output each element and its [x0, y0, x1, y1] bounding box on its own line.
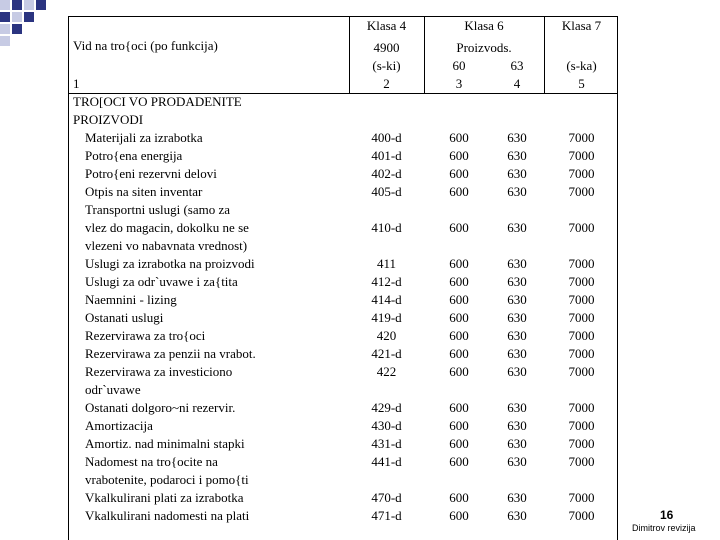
klasa6-cell-b: 630 [507, 256, 527, 271]
klasa7-cell: 7000 [568, 130, 595, 145]
klasa6-cell-a: 600 [449, 508, 469, 523]
klasa7-cell: 7000 [568, 292, 595, 307]
klasa4-cell: 400-d [371, 130, 402, 145]
row-label: Ostanati uslugi [85, 310, 164, 325]
row-label: Rezervirawa za investiciono [85, 364, 233, 379]
klasa6-subheader-a: 60 [452, 58, 466, 73]
klasa7-cell: 7000 [568, 508, 595, 523]
klasa7-cell: 7000 [568, 184, 595, 199]
klasa4-cell: 470-d [371, 490, 402, 505]
corner-decoration [0, 0, 60, 60]
row-label: Rezervirawa za penzii na vrabot. [85, 346, 256, 361]
klasa6-cell-b: 630 [507, 220, 527, 235]
column-number: 5 [578, 76, 585, 91]
klasa6-cell-a: 600 [449, 490, 469, 505]
klasa4-cell: 421-d [371, 346, 402, 361]
column-number: 4 [513, 76, 521, 91]
klasa6-cell-b: 630 [507, 148, 527, 163]
klasa4-cell: 471-d [371, 508, 402, 523]
klasa7-cell: 7000 [568, 220, 595, 235]
klasa7-cell: 7000 [568, 418, 595, 433]
klasa6-cell-b: 630 [507, 184, 527, 199]
klasa4-subheader: 4900 [373, 40, 400, 55]
column-header-klasa7: Klasa 7 [561, 18, 602, 33]
row-label: Ostanati dolgoro~ni rezervir. [85, 400, 236, 415]
klasa4-cell: 431-d [371, 436, 402, 451]
klasa6-cell-a: 600 [449, 148, 469, 163]
row-label: Potro{ena energija [85, 148, 183, 163]
klasa4-cell: 412-d [371, 274, 402, 289]
klasa4-cell: 419-d [371, 310, 402, 325]
klasa7-cell: 7000 [568, 148, 595, 163]
klasa4-cell: 405-d [371, 184, 402, 199]
klasa6-cell-b: 630 [507, 364, 527, 379]
row-label: Otpis na siten inventar [85, 184, 203, 199]
klasa6-cell-a: 600 [449, 418, 469, 433]
klasa7-cell: 7000 [568, 346, 595, 361]
klasa6-cell-a: 600 [449, 310, 469, 325]
row-label: Vkalkulirani plati za izrabotka [85, 490, 244, 505]
klasa4-cell: 402-d [371, 166, 402, 181]
klasa6-cell-b: 630 [507, 274, 527, 289]
klasa6-cell-a: 600 [449, 364, 469, 379]
row-label: Rezervirawa za tro{oci [85, 328, 206, 343]
account-mapping-table [68, 16, 618, 540]
row-label: Uslugi za odr`uvawe i za{tita [85, 274, 238, 289]
klasa7-cell: 7000 [568, 166, 595, 181]
klasa6-cell-b: 630 [507, 166, 527, 181]
klasa6-cell-a: 600 [449, 328, 469, 343]
row-label: TRO[OCI VO PRODADENITE [73, 94, 242, 109]
klasa6-cell-a: 600 [449, 346, 469, 361]
klasa6-subheader-b: 63 [510, 58, 524, 73]
klasa6-cell-a: 600 [449, 400, 469, 415]
row-label: Uslugi za izrabotka na proizvodi [85, 256, 255, 271]
klasa4-cell: 414-d [371, 292, 402, 307]
klasa6-cell-a: 600 [449, 130, 469, 145]
klasa6-cell-a: 600 [449, 220, 469, 235]
klasa4-cell: 422 [376, 364, 397, 379]
klasa6-subheader: Proizvods. [456, 40, 512, 55]
klasa6-cell-b: 630 [507, 508, 527, 523]
row-label: Amortizacija [85, 418, 153, 433]
column-number: 3 [455, 76, 463, 91]
row-label: vlez do magacin, dokolku ne se [85, 220, 249, 235]
klasa7-subheader: (s-ka) [566, 58, 597, 73]
klasa4-cell: 411 [376, 256, 397, 271]
klasa4-cell: 410-d [371, 220, 402, 235]
klasa6-cell-b: 630 [507, 346, 527, 361]
klasa7-cell: 7000 [568, 274, 595, 289]
column-number: 2 [383, 76, 390, 91]
klasa6-cell-b: 630 [507, 418, 527, 433]
row-label: Materijali za izrabotka [85, 130, 203, 145]
klasa4-cell: 429-d [371, 400, 402, 415]
klasa6-cell-b: 630 [507, 328, 527, 343]
row-label: vlezeni vo nabavnata vrednost) [85, 238, 248, 253]
row-label: Potro{eni rezervni delovi [85, 166, 217, 181]
klasa7-cell: 7000 [568, 454, 595, 469]
footer-author: Dimitrov revizija [632, 523, 696, 533]
klasa6-cell-a: 600 [449, 292, 469, 307]
klasa6-cell-a: 600 [449, 454, 469, 469]
klasa6-cell-b: 630 [507, 400, 527, 415]
klasa7-cell: 7000 [568, 328, 595, 343]
klasa7-cell: 7000 [568, 490, 595, 505]
klasa6-cell-b: 630 [507, 436, 527, 451]
klasa7-cell: 7000 [568, 310, 595, 325]
klasa6-cell-b: 630 [507, 454, 527, 469]
klasa4-cell: 441-d [371, 454, 402, 469]
page-number: 16 [660, 508, 674, 522]
column-header-klasa4: Klasa 4 [366, 18, 407, 33]
klasa7-cell: 7000 [568, 400, 595, 415]
row-label: Amortiz. nad minimalni stapki [85, 436, 245, 451]
klasa6-cell-b: 630 [507, 292, 527, 307]
klasa4-subheader-unit: (s-ki) [372, 58, 401, 73]
klasa6-cell-a: 600 [449, 166, 469, 181]
klasa4-cell: 430-d [371, 418, 402, 433]
klasa7-cell: 7000 [568, 436, 595, 451]
klasa6-cell-b: 630 [507, 130, 527, 145]
row-label: PROIZVODI [73, 112, 144, 127]
klasa6-cell-a: 600 [449, 274, 469, 289]
column-header-klasa6: Klasa 6 [464, 18, 504, 33]
klasa4-cell: 401-d [371, 148, 402, 163]
klasa6-cell-b: 630 [507, 310, 527, 325]
row-label: Transportni uslugi (samo za [85, 202, 231, 217]
klasa4-cell: 420 [376, 328, 397, 343]
row-label: odr`uvawe [85, 382, 141, 397]
row-label: vrabotenite, podaroci i pomo{ti [85, 472, 249, 487]
klasa7-cell: 7000 [568, 256, 595, 271]
column-header-expense-type: Vid na tro{oci (po funkcija) [73, 38, 218, 53]
klasa6-cell-a: 600 [449, 436, 469, 451]
klasa6-cell-a: 600 [449, 256, 469, 271]
klasa6-cell-a: 600 [449, 184, 469, 199]
column-number: 1 [73, 76, 80, 91]
klasa7-cell: 7000 [568, 364, 595, 379]
row-label: Vkalkulirani nadomesti na plati [85, 508, 250, 523]
row-label: Naemnini - lizing [85, 292, 177, 307]
row-label: Nadomest na tro{ocite na [85, 454, 218, 469]
klasa6-cell-b: 630 [507, 490, 527, 505]
